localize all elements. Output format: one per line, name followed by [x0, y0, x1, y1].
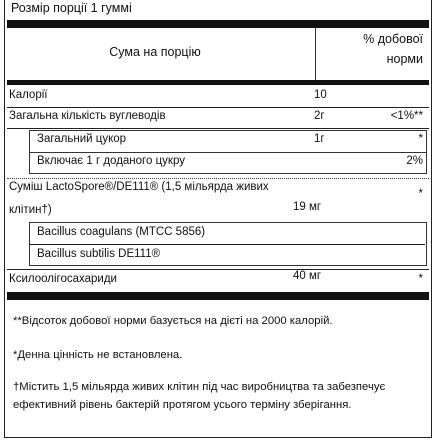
bottom-thick-rule	[7, 292, 429, 300]
blend-label-line2: клітин†)	[9, 204, 52, 216]
calories-amount: 10	[314, 89, 327, 101]
coagulans-label: Bacillus coagulans (MTCC 5856)	[37, 226, 206, 238]
total-sugar-dv: *	[418, 133, 423, 145]
total-sugar-label: Загальний цукор	[37, 133, 127, 145]
supplement-facts-panel	[4, 0, 432, 438]
header-rule	[7, 80, 429, 85]
row-divider	[7, 128, 429, 129]
row-divider	[7, 269, 429, 270]
footnote-live-cells-line1: †Містить 1,5 мільярда живих клітин під час виробництва та забезпечує	[13, 381, 386, 393]
header-divider	[315, 28, 316, 80]
row-divider	[7, 107, 429, 108]
top-thick-rule	[7, 20, 429, 28]
added-sugar-dv: 2%	[406, 155, 423, 167]
daily-value-header-line1: % добової	[363, 32, 423, 46]
footnote-dv-not-established: *Денна цінність не встановлена.	[13, 349, 183, 361]
footnote-live-cells-line2: ефективний рівень бактерій протягом усього терміну зберігання.	[13, 399, 352, 411]
daily-value-header	[333, 29, 423, 69]
xos-label: Ксилоолігосахариди	[9, 273, 117, 285]
amount-per-serving-header: Сума на порцію	[109, 45, 201, 59]
footnote-live-cells	[13, 378, 423, 414]
dotted-divider	[7, 178, 429, 179]
added-sugar-label: Включає 1 г доданого цукру	[37, 155, 185, 167]
total-carb-dv: <1%**	[390, 110, 423, 122]
xos-amount: 40 мг	[293, 270, 322, 282]
xos-dv: *	[418, 273, 423, 285]
serving-size: Розмір порції 1 гуммі	[11, 1, 132, 15]
footnote-dv-basis: **Відсоток добової норми базується на дієті на 2000 калорій.	[13, 315, 333, 327]
row-divider	[29, 244, 425, 245]
blend-dv: *	[418, 188, 423, 200]
calories-label: Калорії	[9, 89, 48, 101]
blend-amount: 19 мг	[293, 201, 322, 213]
total-sugar-amount: 1г	[314, 133, 325, 145]
blend-label-line1: Суміш LactoSpore®/DE111® (1,5 мільярда живих	[9, 181, 269, 193]
total-carb-label: Загальна кількість вуглеводів	[9, 110, 166, 122]
subtilis-label: Bacillus subtilis DE111®	[37, 248, 161, 260]
total-carb-amount: 2г	[314, 110, 325, 122]
daily-value-header-line2: норми	[386, 52, 423, 66]
